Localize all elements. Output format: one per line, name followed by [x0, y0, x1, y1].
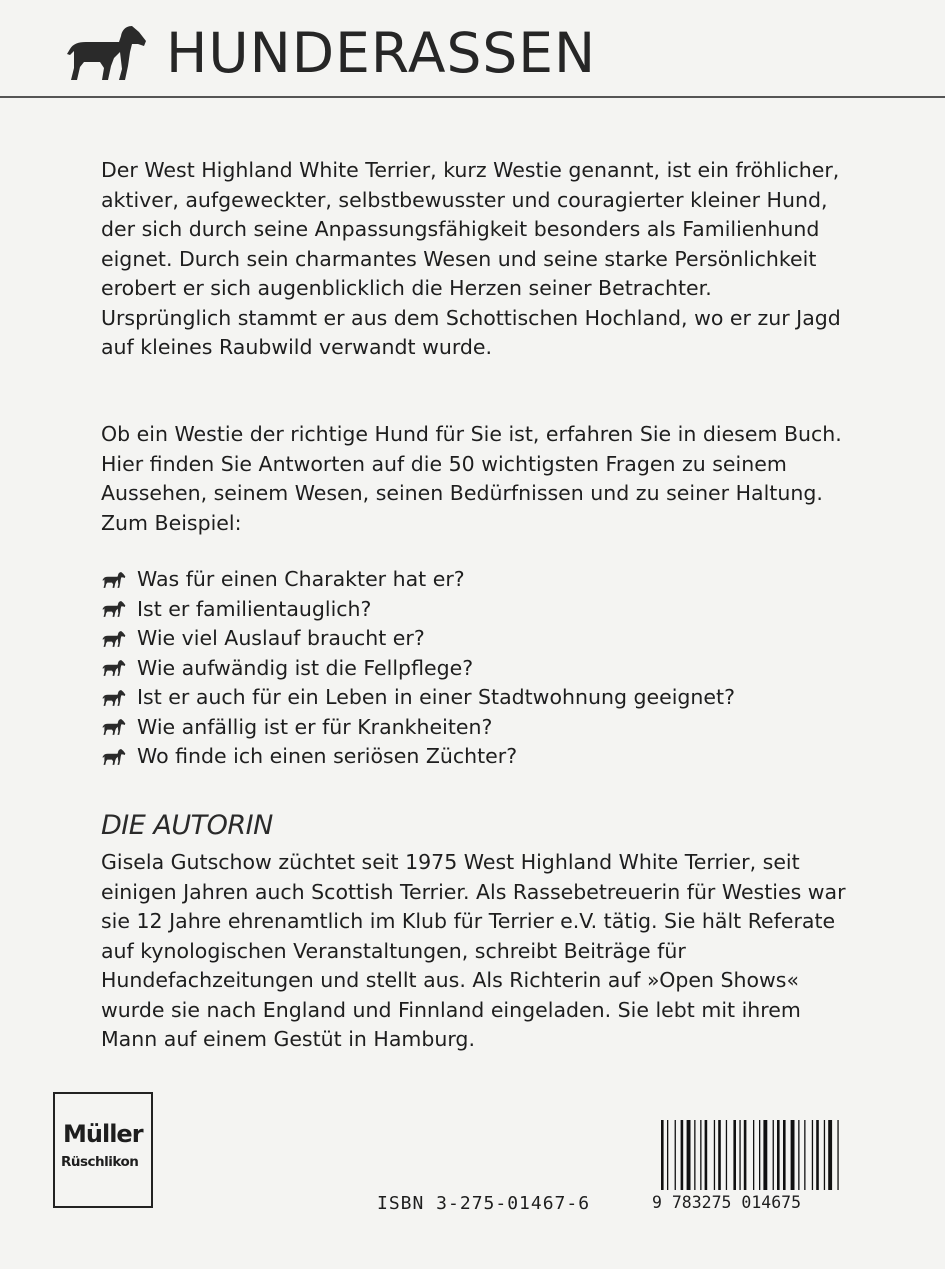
- barcode-bar: [759, 1120, 760, 1190]
- isbn-number: ISBN 3-275-01467-6: [377, 1193, 591, 1214]
- book-description-paragraph: [101, 420, 846, 538]
- barcode-bar: [739, 1120, 740, 1190]
- barcode-digits: 9 783275 014675: [652, 1193, 802, 1212]
- dog-silhouette-icon: [66, 22, 148, 84]
- barcode-bar: [828, 1120, 832, 1190]
- list-item: [101, 683, 861, 713]
- list-item-label: Wo finde ich einen seriösen Züchter?: [137, 744, 518, 768]
- barcode-bar: [675, 1120, 676, 1190]
- publisher-logo-line2: Rüschlikon: [61, 1154, 139, 1170]
- list-item: [101, 713, 861, 743]
- barcode-bar: [718, 1120, 721, 1190]
- list-item: [101, 624, 861, 654]
- question-list: [101, 565, 861, 772]
- intro-text: Der West Highland White Terrier, kurz Westie genannt, ist ein fröhlicher, aktiver, aufgeweckter, selbstbewusster und couragierter kleiner Hund, der sich durch seine Anpassungsfähigkeit besonders als Familienhund eignet. Durch sein charmantes Wesen und seine starke Persönlichkeit erobert er sich augenblicklich die Herzen seiner Betrachter. Ursprünglich stammt er aus dem Schottischen Hochland, wo er zur Jagd auf kleines Raubwild verwandt wurde.: [101, 158, 841, 359]
- barcode-bar: [763, 1120, 767, 1190]
- barcode-bar: [777, 1120, 780, 1190]
- header: [0, 0, 945, 100]
- dog-bullet-icon: [101, 718, 127, 736]
- barcode-bar: [700, 1120, 701, 1190]
- list-item: [101, 742, 861, 772]
- dog-bullet-icon: [101, 659, 127, 677]
- barcode-bar: [744, 1120, 747, 1190]
- barcode-bar: [798, 1120, 799, 1190]
- author-paragraph: [101, 848, 861, 1055]
- barcode-bar: [705, 1120, 708, 1190]
- barcode-bar: [726, 1120, 727, 1190]
- author-text: Gisela Gutschow züchtet seit 1975 West Highland White Terrier, seit einigen Jahren auch Scottish Terrier. Als Rassebetreuerin für Westies war sie 12 Jahre ehrenamtlich im Klub für Terrier e.V. tätig. Sie hält Referate auf kynologischen Veranstaltungen, schreibt Beiträge für Hundefachzeitungen und stellt aus. Als Richterin auf »Open Shows« wurde sie nach England und Finnland eingeladen. Sie lebt mit ihrem Mann auf einem Gestüt in Hamburg.: [101, 850, 846, 1051]
- list-item: [101, 565, 861, 595]
- dog-bullet-icon: [101, 630, 127, 648]
- list-item-label: Wie anfällig ist er für Krankheiten?: [137, 714, 493, 739]
- barcode-bar: [791, 1120, 795, 1190]
- list-item-label: Wie viel Auslauf braucht er?: [137, 626, 425, 650]
- barcode-bar: [824, 1120, 825, 1190]
- list-item-label: Was für einen Charakter hat er?: [137, 567, 465, 591]
- barcode-image: [659, 1120, 869, 1190]
- header-divider: [0, 96, 945, 98]
- barcode-bar: [783, 1120, 786, 1190]
- dog-bullet-icon: [101, 571, 127, 589]
- barcode-bar: [816, 1120, 819, 1190]
- barcode-bar: [753, 1120, 754, 1190]
- book-description-text: Ob ein Westie der richtige Hund für Sie ist, erfahren Sie in diesem Buch. Hier finden Sie Antworten auf die 50 wichtigsten Fragen zu seinem Aussehen, seinem Wesen, seinen Bedürfnissen und zu seiner Haltung. Zum Beispiel:: [101, 422, 842, 535]
- barcode-bar: [773, 1120, 774, 1190]
- brand-title: HUNDERASSEN: [166, 21, 597, 85]
- publisher-logo-line1: Müller: [63, 1120, 143, 1148]
- barcode-bar: [687, 1120, 691, 1190]
- barcode-bar: [804, 1120, 805, 1190]
- intro-paragraph: [101, 156, 846, 363]
- barcode-bar: [812, 1120, 813, 1190]
- barcode-bar: [714, 1120, 715, 1190]
- list-item-label: Ist er auch für ein Leben in einer Stadtwohnung geeignet?: [137, 685, 735, 709]
- barcode-bar: [694, 1120, 695, 1190]
- dog-bullet-icon: [101, 748, 127, 766]
- barcode-bar: [667, 1120, 668, 1190]
- dog-bullet-icon: [101, 600, 127, 618]
- dog-bullet-icon: [101, 689, 127, 707]
- barcode-bar: [837, 1120, 838, 1190]
- list-item: [101, 595, 861, 625]
- barcode-bar: [681, 1120, 684, 1190]
- list-item-label: Ist er familientauglich?: [137, 596, 372, 621]
- author-heading: DIE AUTORIN: [101, 810, 273, 841]
- barcode-bar: [661, 1120, 664, 1190]
- list-item-label: Wie aufwändig ist die Fellpflege?: [137, 655, 474, 680]
- barcode-bar: [733, 1120, 736, 1190]
- publisher-logo: [53, 1092, 153, 1208]
- list-item: [101, 654, 861, 684]
